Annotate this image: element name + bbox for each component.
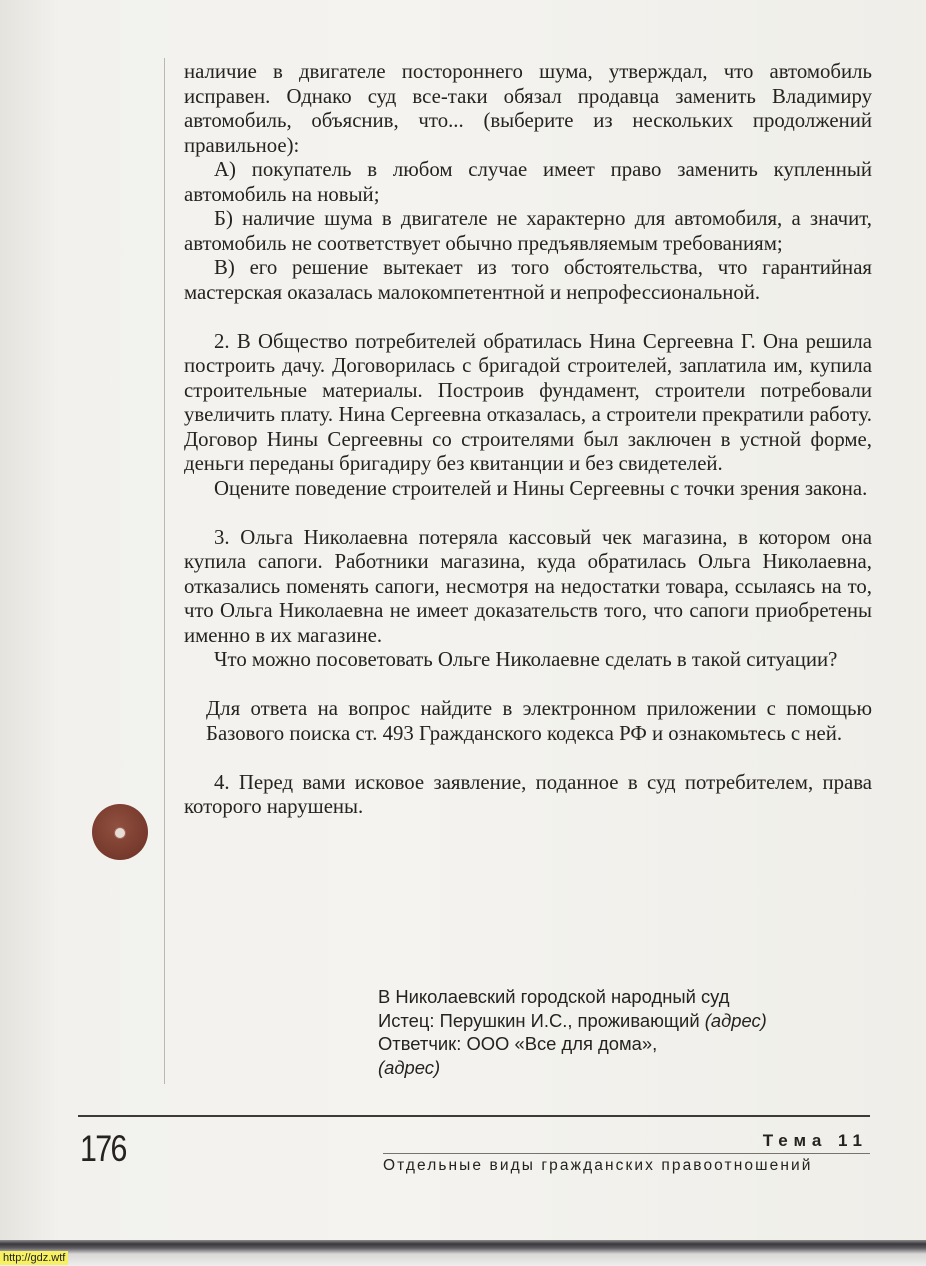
chapter-subtitle: Отдельные виды гражданских правоотношений xyxy=(383,1157,813,1174)
scan-bottom-edge xyxy=(0,1240,926,1266)
electronic-supplement-note: Для ответа на вопрос найдите в электронном приложении с помощью Базового поиска ст. 493 Гражданского кодекса РФ и ознакомьтесь с ней. xyxy=(206,697,872,745)
task-4: 4. Перед вами исковое заявление, поданное в суд потребителем, права которого нарушены. xyxy=(184,770,872,818)
footer-rule xyxy=(78,1115,870,1117)
body-text xyxy=(184,60,872,820)
defendant-address: (адрес) xyxy=(378,1056,441,1078)
claim-header xyxy=(378,985,858,1079)
cd-disc-icon xyxy=(92,804,148,860)
plaintiff-address: (адрес) xyxy=(704,1009,767,1031)
claim-defendant: Ответчик: ООО «Все для дома», xyxy=(378,1033,658,1054)
claim-court: В Николаевский городской народный суд xyxy=(378,986,730,1007)
task-3-question: Что можно посоветовать Ольге Николаевне сделать в такой ситуации? xyxy=(214,648,838,671)
claim-plaintiff xyxy=(378,1009,858,1033)
option-a: А) покупатель в любом случае имеет право заменить купленный автомобиль на новый; xyxy=(184,158,872,206)
disc-hole xyxy=(114,827,126,839)
option-b: Б) наличие шума в двигателе не характерно для автомобиля, а значит, автомобиль не соответствует обычно предъявляемым требованиям; xyxy=(184,207,872,255)
task-2: 2. В Общество потребителей обратилась Нина Сергеевна Г. Она решила построить дачу. Договорилась с бригадой строителей, заплатила им, купила строительные материалы. Построив фундамент, строители потребовали увеличить плату. Нина Сергеевна отказалась, а строители прекратили работу. Договор Нины Сергеевны со строителями был заключен в устной форме, деньги переданы бригадиру без квитанции и без свидетелей. xyxy=(184,329,872,475)
margin-rule xyxy=(164,58,165,1084)
page-number: 176 xyxy=(80,1128,126,1169)
plaintiff-text: Истец: Перушкин И.С., проживающий xyxy=(378,1009,700,1031)
task-2-question: Оцените поведение строителей и Нины Сергеевны с точки зрения закона. xyxy=(214,476,868,500)
topic-label: Тема 11 xyxy=(762,1131,868,1150)
topic-rule xyxy=(383,1153,870,1154)
watermark-link[interactable]: http://gdz.wtf xyxy=(0,1251,68,1265)
option-v: В) его решение вытекает из того обстоятельства, что гарантийная мастерская оказалась малокомпетентной и непрофессиональной. xyxy=(184,256,872,304)
paragraph-continuation: наличие в двигателе постороннего шума, утверждал, что автомобиль исправен. Однако суд все-таки обязал продавца заменить Владимиру автомобиль, объяснив, что... (выберите из нескольких продолжений правильное): xyxy=(184,60,872,157)
task-3: 3. Ольга Николаевна потеряла кассовый чек магазина, в котором она купила сапоги. Работники магазина, куда обратилась Ольга Николаевна, отказались поменять сапоги, несмотря на недостатки товара, ссылаясь на то, что Ольга Николаевна не имеет доказательств того, что сапоги приобретены именно в их магазине. xyxy=(184,525,872,647)
